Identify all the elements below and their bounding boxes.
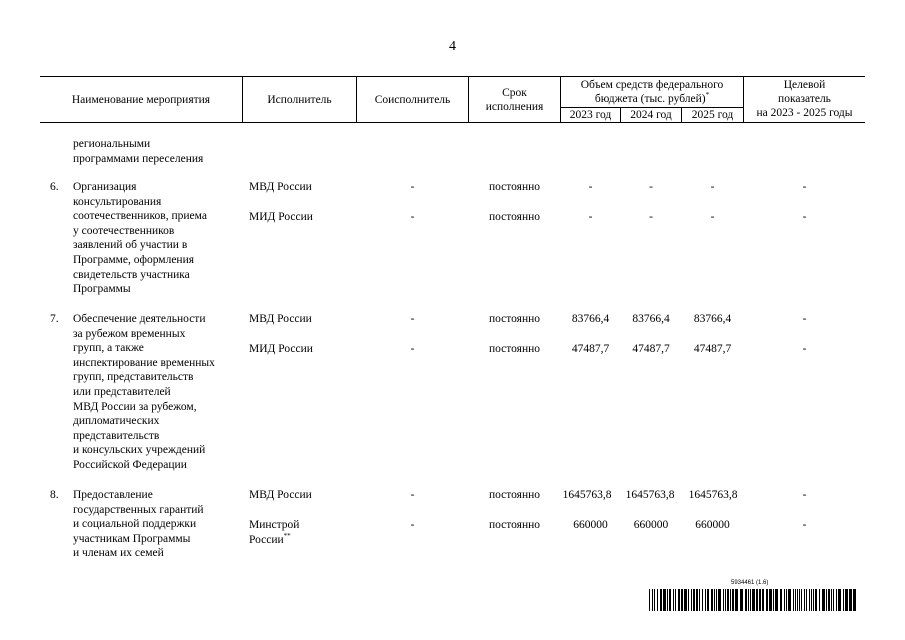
page-number: 4	[449, 39, 456, 54]
executor-line	[249, 533, 299, 548]
row-name-line: у соотечественников	[73, 224, 175, 237]
executor: МВД России	[249, 181, 312, 193]
row-name-line: заявлений об участии в	[73, 239, 188, 252]
executor	[249, 518, 299, 547]
value-2024: 660000	[633, 519, 669, 531]
value-2023: -	[588, 211, 593, 223]
executor-line: Минстрой	[249, 519, 300, 531]
header-budget-line2	[561, 92, 743, 106]
header-target-line1: Целевой	[783, 79, 826, 91]
header-year-2025: 2025 год	[691, 109, 734, 121]
row-name-line: консультирования	[73, 195, 162, 208]
target: -	[802, 519, 807, 531]
row-name-line: МВД России за рубежом,	[73, 400, 197, 413]
target: -	[802, 313, 807, 325]
header-term-line2: исполнения	[485, 101, 544, 113]
value-2025: 47487,7	[693, 343, 732, 355]
coexecutor: -	[410, 181, 415, 193]
continuation-line: региональными	[73, 138, 151, 150]
row-name-line: соотечественников, приема	[73, 210, 207, 223]
row-name-line: групп, а также	[73, 342, 144, 355]
executor: МВД России	[249, 313, 312, 325]
target: -	[802, 181, 807, 193]
executor-footnote-mark: **	[283, 531, 291, 540]
value-2023: -	[588, 181, 593, 193]
row-name-line: государственных гарантий	[73, 503, 204, 516]
row-name-line: Российской Федерации	[73, 458, 187, 471]
value-2023: 47487,7	[571, 343, 610, 355]
value-2024: 83766,4	[632, 313, 670, 325]
target: -	[802, 489, 807, 501]
row-number: 6.	[50, 181, 59, 193]
value-2023: 83766,4	[571, 313, 610, 325]
row-name-line: и социальной поддержки	[73, 518, 197, 531]
value-2025: 660000	[695, 519, 730, 531]
row-name-line: Обеспечение деятельности	[73, 313, 206, 325]
row-name-line: Организация	[73, 181, 137, 193]
row-name-line: свидетельств участника	[73, 268, 190, 281]
term: постоянно	[488, 343, 541, 355]
row-name-line: и консульских учреждений	[73, 444, 206, 457]
row-name-line: за рубежом временных	[73, 327, 186, 340]
barcode-icon	[649, 589, 856, 611]
header-term-line1: Срок	[502, 87, 527, 99]
executor-text: России	[249, 533, 284, 546]
header-name: Наименование мероприятия	[71, 94, 211, 106]
row-number: 8.	[50, 489, 59, 501]
row-name-line: или представителей	[73, 385, 171, 398]
row-name-line: Предоставление	[73, 489, 153, 501]
value-2024: 47487,7	[632, 343, 670, 355]
target: -	[802, 211, 807, 223]
header-budget-footnote-mark: *	[705, 91, 710, 100]
header-budget	[561, 78, 743, 106]
executor: МВД России	[249, 489, 312, 501]
barcode-number: 5934461 (1.6)	[731, 580, 769, 586]
value-2024: 1645763,8	[625, 489, 675, 501]
coexecutor: -	[410, 343, 415, 355]
row-name-line: групп, представительств	[73, 371, 194, 384]
header-top-rule	[40, 76, 865, 77]
row-name-line: инспектирование временных	[73, 356, 215, 369]
row-name-line: представительств	[73, 429, 160, 442]
header-executor: Исполнитель	[267, 94, 332, 106]
header-budget-text: бюджета (тыс. рублей)	[594, 93, 706, 105]
term: постоянно	[488, 489, 541, 501]
header-target	[744, 78, 865, 120]
target: -	[802, 343, 807, 355]
coexecutor: -	[410, 519, 415, 531]
value-2025: -	[710, 181, 715, 193]
coexecutor: -	[410, 489, 415, 501]
header-budget-line1: Объем средств федерального	[580, 79, 724, 91]
row-name-line: и членам их семей	[73, 547, 164, 560]
row-name-line: Программы	[73, 283, 131, 296]
header-year-2024: 2024 год	[630, 109, 672, 121]
value-2023: 660000	[573, 519, 608, 531]
term: постоянно	[488, 313, 541, 325]
executor: МИД России	[249, 343, 313, 355]
row-name	[73, 312, 215, 473]
value-2025: -	[710, 211, 715, 223]
coexecutor: -	[410, 211, 415, 223]
header-year-2023: 2023 год	[569, 109, 612, 121]
row-name-line: дипломатических	[73, 415, 160, 428]
row-name	[73, 180, 207, 297]
header-bottom-rule	[40, 122, 865, 123]
header-coexecutor: Соисполнитель	[374, 94, 451, 106]
term: постоянно	[488, 519, 541, 531]
value-2025: 83766,4	[693, 313, 732, 325]
term: постоянно	[488, 181, 541, 193]
term: постоянно	[488, 211, 541, 223]
coexecutor: -	[410, 313, 415, 325]
header-term	[469, 86, 560, 114]
continuation-line: программами переселения	[73, 152, 204, 165]
value-2023: 1645763,8	[562, 489, 612, 501]
row-name-line: участникам Программы	[73, 532, 191, 545]
continuation-text	[73, 137, 203, 166]
value-2025: 1645763,8	[688, 489, 738, 501]
row-name	[73, 488, 204, 561]
value-2024: -	[649, 181, 653, 193]
header-target-line2: показатель	[778, 93, 831, 105]
value-2024: -	[649, 211, 653, 223]
row-name-line: Программе, оформления	[73, 253, 195, 266]
executor: МИД России	[249, 211, 313, 223]
header-target-line3: на 2023 - 2025 годы	[756, 107, 853, 119]
row-number: 7.	[50, 313, 59, 325]
